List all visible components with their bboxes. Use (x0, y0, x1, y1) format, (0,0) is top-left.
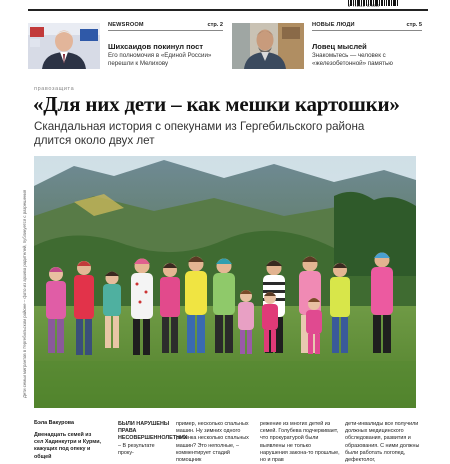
top-rule (28, 9, 428, 11)
article-byline: Бэла Вакурова (34, 420, 74, 426)
article-lead: Двенадцать семей из сел Хадинкутри и Курми, кажущих под опеку и общей (34, 432, 102, 460)
teaser-photo-politician (28, 23, 100, 69)
article-text: – В результате проку- (118, 442, 155, 456)
article-column-4: режение из многих детей из семей. Голубева подчеркивает, что прокуратурой были выявлены не только нарушения закона-то прошлые, но и прав (260, 421, 340, 464)
teaser-dek: Знакомьтесь — человек с «железобетонной» памятью (312, 52, 393, 67)
teaser-page-ref: стр. 5 (406, 22, 422, 28)
teaser-section-label: НОВЫЕ ЛЮДИ (312, 22, 355, 28)
teaser-rule (108, 30, 223, 31)
article-column-2 (118, 421, 188, 457)
article-column-5: дети-инвалиды все получили должных медицинского обследования, развития и образования. С ними должны были работать логопед, дефектолог, (345, 421, 420, 464)
teaser-photo-man (232, 23, 304, 69)
article-kicker: правозащита (34, 86, 75, 92)
top-bar (0, 0, 450, 12)
article-subheading: БЫЛИ НАРУШЕНЫ ПРАВА НЕСОВЕРШЕННОЛЕТНИХ (118, 421, 188, 442)
barcode-number: 9 771811 970230 (348, 5, 380, 9)
teaser-section-label: NEWSROOM (108, 22, 144, 28)
article-column-3: пример, несколько спальных машин. Ну зимних одного ребенка несколько спальных машин? Это неполные, – комментирует стадий помощник (176, 421, 249, 464)
main-photo-children (34, 156, 416, 408)
teaser-dek: Его полномочия в «Единой России» перешли к Мелихову (108, 52, 212, 67)
teaser-page-ref: стр. 2 (207, 22, 223, 28)
photo-credit: Дети семьи мигрантов в Гергебильском районе – фото из архива родителей, публикуется с разрешения (22, 189, 27, 398)
article-headline[interactable]: «Для них дети – как мешки картошки» (33, 92, 400, 116)
teaser-headline[interactable]: Ловец мыслей (312, 42, 367, 51)
teaser-headline[interactable]: Шихсаидов покинул пост (108, 42, 203, 51)
article-subhead: Скандальная история с опекунами из Гергебильского района длится около двух лет (34, 120, 365, 147)
teaser-newsroom[interactable] (28, 20, 223, 72)
teaser-rule (312, 30, 422, 31)
teaser-new-people[interactable] (232, 20, 422, 72)
